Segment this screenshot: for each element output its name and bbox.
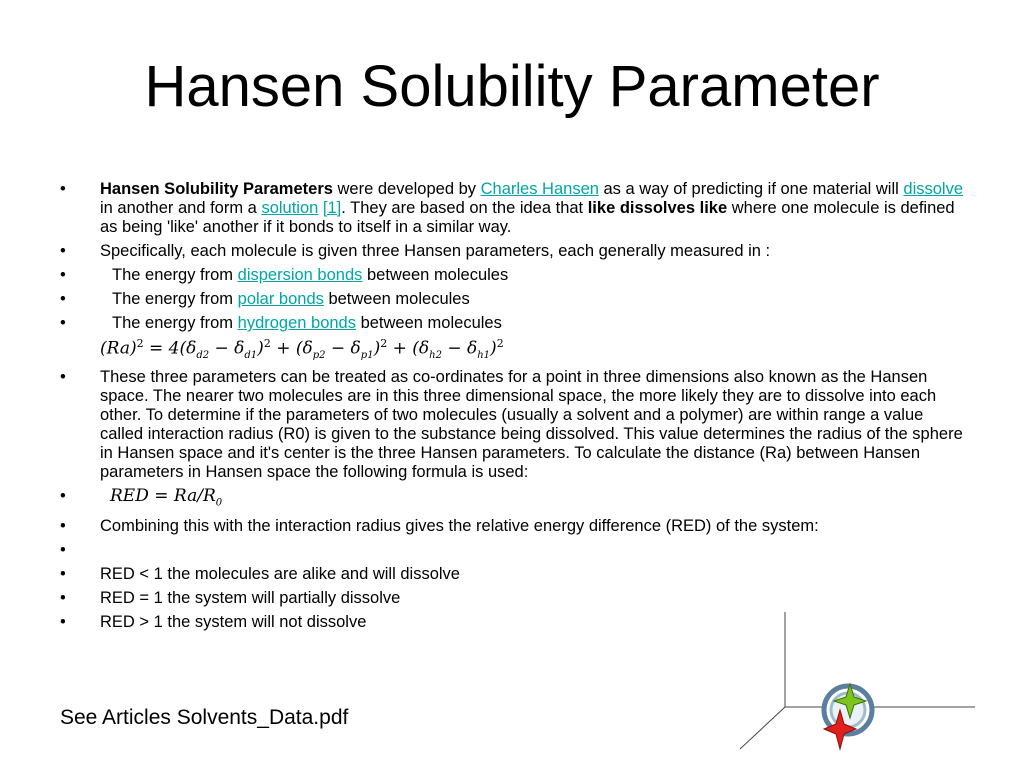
red-formula: RED = $Ra/R_0$ bbox=[110, 486, 223, 509]
link-dispersion-bonds[interactable]: dispersion bonds bbox=[237, 266, 363, 284]
bullet-text: These three parameters can be treated as co-ordinates for a point in three dimensions also known as the Hansen space. The nearer two molecules are in this three dimensional space, the more likely they are to dissolve into each other. To determine if the parameters of two molecules (usually a solvent and a polymer) are within range a value called interaction radius (R0) is given to the substance being dissolved. This value determines the radius of the sphere in Hansen space and it's center is the three Hansen parameters. To calculate the distance (Ra) between Hansen parameters in Hansen space the following formula is used: bbox=[100, 368, 963, 482]
bold-like-dissolves-like: like dissolves like bbox=[587, 199, 728, 217]
bullet-item bbox=[60, 242, 965, 261]
bullet-marker: • bbox=[60, 290, 66, 308]
bullet-marker: • bbox=[60, 589, 66, 608]
bullet-item bbox=[60, 589, 965, 608]
bullet-list bbox=[60, 180, 965, 637]
link-hydrogen-bonds[interactable]: hydrogen bonds bbox=[237, 314, 356, 332]
bullet-item bbox=[60, 517, 965, 536]
compass-logo-icon bbox=[740, 612, 975, 752]
bullet-text: Combining this with the interaction radius gives the relative energy difference (RED) of the system: bbox=[100, 517, 819, 536]
bullet-text: RED < 1 the molecules are alike and will dissolve bbox=[100, 565, 460, 584]
bold-term: Hansen Solubility Parameters bbox=[100, 180, 333, 198]
bullet-marker: • bbox=[60, 368, 66, 387]
bullet-text: Hansen Solubility Parameters were developed by Charles Hansen as a way of predicting if one material will dissolve in another and form a solution [1]. They are based on the idea that like dissolves like where one molecule is defined as being 'like' another if it bonds to itself in a similar way. bbox=[100, 180, 964, 236]
bullet-item bbox=[60, 290, 965, 309]
bullet-marker: • bbox=[60, 314, 66, 332]
link-charles-hansen[interactable]: Charles Hansen bbox=[480, 180, 599, 198]
bullet-item bbox=[60, 314, 965, 333]
bullet-item bbox=[60, 266, 965, 285]
bullet-item bbox=[60, 565, 965, 584]
slide-title: Hansen Solubility Parameter bbox=[144, 54, 880, 119]
bullet-text: RED = 1 the system will partially dissolve bbox=[100, 589, 401, 608]
bullet-marker: • bbox=[60, 541, 66, 560]
bullet-marker: • bbox=[60, 242, 66, 260]
bullet-item-empty bbox=[60, 541, 965, 560]
bullet-item bbox=[60, 368, 965, 482]
bullet-item bbox=[60, 487, 965, 512]
bullet-marker: • bbox=[60, 266, 66, 284]
bullet-text: RED > 1 the system will not dissolve bbox=[100, 613, 367, 632]
ra-distance-formula: $(Ra)^2 = 4(\delta_{d2} - \delta_{d1})^2 + (\delta_{p2} - \delta_{p1})^2 + (\delta_{h2} - \delta_{h1})^2$ bbox=[100, 337, 504, 362]
bullet-text: The energy from polar bonds between molecules bbox=[112, 290, 470, 308]
bullet-text: The energy from hydrogen bonds between molecules bbox=[112, 314, 502, 332]
bullet-marker: • bbox=[60, 613, 66, 632]
bullet-marker: • bbox=[60, 180, 66, 198]
footer-reference: See Articles Solvents_Data.pdf bbox=[60, 706, 349, 729]
bullet-text: Specifically, each molecule is given three Hansen parameters, each generally measured in : bbox=[100, 242, 771, 260]
bullet-item bbox=[60, 180, 965, 237]
link-solution[interactable]: solution bbox=[261, 199, 319, 217]
bullet-marker: • bbox=[60, 487, 66, 506]
bullet-text: The energy from dispersion bonds between molecules bbox=[112, 266, 509, 284]
bullet-marker: • bbox=[60, 517, 66, 536]
link-polar-bonds[interactable]: polar bonds bbox=[237, 290, 324, 308]
link-dissolve[interactable]: dissolve bbox=[903, 180, 964, 198]
bullet-marker: • bbox=[60, 565, 66, 584]
link-reference-1[interactable]: [1] bbox=[322, 199, 342, 217]
